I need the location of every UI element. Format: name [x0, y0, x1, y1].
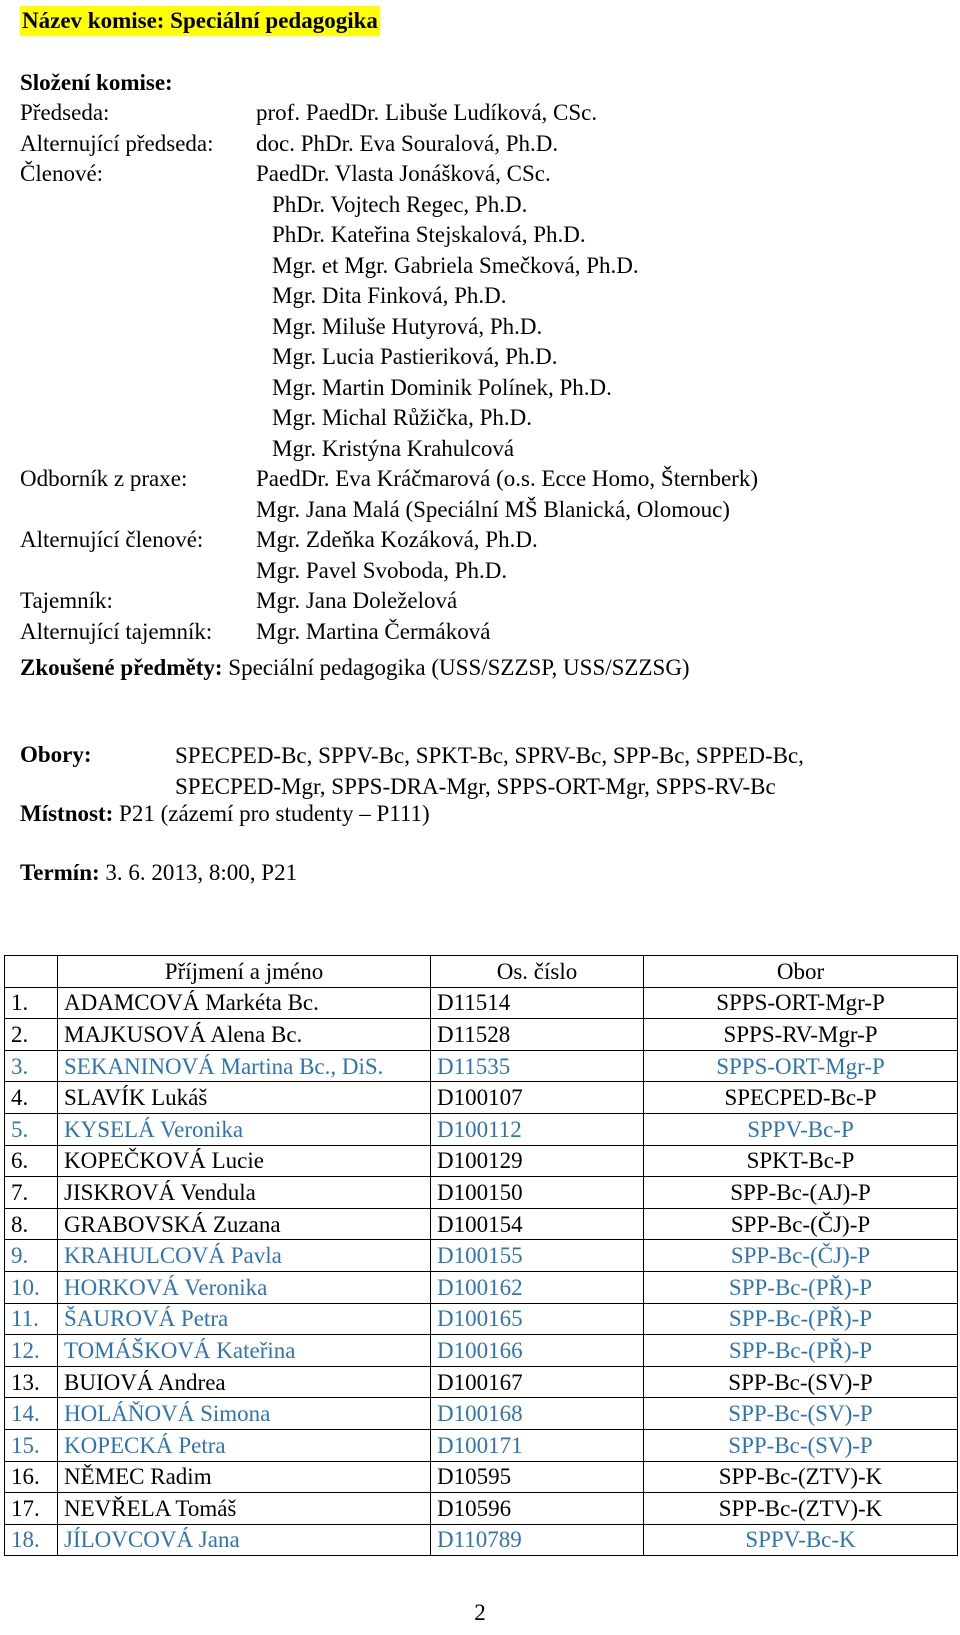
student-id: D100129 [431, 1145, 644, 1177]
student-id: D10595 [431, 1461, 644, 1493]
table-row [5, 1398, 958, 1430]
member-name: PaedDr. Vlasta Jonášková, CSc. [256, 161, 551, 186]
fields-line-1: SPECPED-Bc, SPPV-Bc, SPKT-Bc, SPRV-Bc, SPP-Bc, SPPED-Bc, [175, 743, 804, 768]
table-row [5, 987, 958, 1019]
row-number: 6. [5, 1145, 58, 1177]
student-id: D100112 [431, 1113, 644, 1145]
student-name: ADAMCOVÁ Markéta Bc. [58, 987, 431, 1019]
student-field: SPP-Bc-(PŘ)-P [644, 1271, 958, 1303]
composition-title: Složení komise: [20, 70, 173, 95]
row-number: 15. [5, 1429, 58, 1461]
fields-line-2: SPECPED-Mgr, SPPS-DRA-Mgr, SPPS-ORT-Mgr, SPPS-RV-Bc [175, 774, 776, 799]
table-row [5, 1271, 958, 1303]
member-name: Mgr. Miluše Hutyrová, Ph.D. [272, 313, 543, 339]
member-name: Mgr. Pavel Svoboda, Ph.D. [256, 557, 508, 583]
row-number: 8. [5, 1208, 58, 1240]
member-name: Mgr. Martina Čermáková [256, 618, 491, 644]
member-role: Členové: [20, 161, 104, 186]
subjects-label: Zkoušené předměty: [20, 655, 223, 680]
member-role [20, 312, 256, 343]
room-line [20, 799, 430, 829]
student-id: D100154 [431, 1208, 644, 1240]
student-field: SPP-Bc-(ČJ)-P [644, 1240, 958, 1272]
student-field: SPKT-Bc-P [644, 1145, 958, 1177]
member-role: Alternující členové: [20, 527, 204, 552]
table-row [5, 1145, 958, 1177]
member-name: Mgr. Kristýna Krahulcová [272, 435, 515, 461]
student-name: SLAVÍK Lukáš [58, 1082, 431, 1114]
member-row [20, 495, 758, 526]
row-number: 18. [5, 1524, 58, 1556]
member-role: Alternující předseda: [20, 130, 214, 156]
students-table-body [5, 987, 958, 1556]
student-field: SPP-Bc-(SV)-P [644, 1366, 958, 1398]
member-name: Mgr. Lucia Pastieriková, Ph.D. [272, 344, 558, 369]
student-name: NĚMEC Radim [58, 1461, 431, 1493]
table-row [5, 1493, 958, 1525]
student-id: D110789 [431, 1524, 644, 1556]
subjects-value: Speciální pedagogika (USS/SZZSP, USS/SZZSG) [228, 655, 690, 680]
member-row [20, 251, 758, 282]
member-role: Předseda: [20, 100, 110, 125]
member-role [20, 495, 256, 526]
fields-list [175, 740, 804, 802]
member-name: Mgr. Jana Malá (Speciální MŠ Blanická, Olomouc) [256, 496, 730, 522]
student-field: SPP-Bc-(PŘ)-P [644, 1335, 958, 1367]
student-field: SPP-Bc-(ZTV)-K [644, 1461, 958, 1493]
member-row [20, 434, 758, 465]
row-number: 5. [5, 1113, 58, 1145]
member-name: PhDr. Kateřina Stejskalová, Ph.D. [272, 222, 586, 247]
row-number: 9. [5, 1240, 58, 1272]
header-name: Příjmení a jméno [58, 956, 431, 988]
date-label: Termín: [20, 860, 100, 885]
table-row [5, 1113, 958, 1145]
student-id: D100107 [431, 1082, 644, 1114]
row-number: 1. [5, 987, 58, 1019]
student-id: D100150 [431, 1177, 644, 1209]
member-row [20, 159, 758, 190]
student-field: SPPV-Bc-P [644, 1113, 958, 1145]
member-role [20, 281, 256, 312]
member-row [20, 220, 758, 251]
member-role: Odborník z praxe: [20, 466, 188, 491]
member-role [20, 220, 256, 251]
member-row [20, 312, 758, 343]
student-id: D11535 [431, 1050, 644, 1082]
member-role [20, 190, 256, 221]
student-id: D100162 [431, 1271, 644, 1303]
student-id: D10596 [431, 1493, 644, 1525]
student-id: D100155 [431, 1240, 644, 1272]
member-row [20, 403, 758, 434]
header-number [5, 956, 58, 988]
member-role [20, 373, 256, 404]
student-field: SPPS-ORT-Mgr-P [644, 1050, 958, 1082]
member-row [20, 464, 758, 495]
member-name: doc. PhDr. Eva Souralová, Ph.D. [256, 130, 559, 156]
student-name: NEVŘELA Tomáš [58, 1493, 431, 1525]
table-row [5, 1303, 958, 1335]
row-number: 2. [5, 1019, 58, 1051]
table-row [5, 1177, 958, 1209]
student-name: ŠAUROVÁ Petra [58, 1303, 431, 1335]
row-number: 10. [5, 1271, 58, 1303]
student-id: D100171 [431, 1429, 644, 1461]
table-row [5, 1335, 958, 1367]
student-field: SPECPED-Bc-P [644, 1082, 958, 1114]
student-name: JÍLOVCOVÁ Jana [58, 1524, 431, 1556]
member-name: PhDr. Vojtech Regec, Ph.D. [272, 191, 528, 217]
fields-label: Obory: [20, 742, 92, 767]
table-row [5, 1240, 958, 1272]
student-field: SPPV-Bc-K [644, 1524, 958, 1556]
member-row [20, 342, 758, 373]
table-row [5, 1429, 958, 1461]
row-number: 16. [5, 1461, 58, 1493]
student-name: KOPEČKOVÁ Lucie [58, 1145, 431, 1177]
date-line [20, 858, 297, 888]
student-name: BUIOVÁ Andrea [58, 1366, 431, 1398]
members-list [20, 98, 758, 647]
header-field: Obor [644, 956, 958, 988]
member-name: PaedDr. Eva Kráčmarová (o.s. Ecce Homo, Šternberk) [256, 466, 758, 491]
row-number: 11. [5, 1303, 58, 1335]
member-role [20, 434, 256, 465]
table-row [5, 1050, 958, 1082]
students-table [4, 955, 958, 1556]
table-row [5, 1461, 958, 1493]
table-row [5, 1082, 958, 1114]
student-name: GRABOVSKÁ Zuzana [58, 1208, 431, 1240]
student-name: HORKOVÁ Veronika [58, 1271, 431, 1303]
student-name: TOMÁŠKOVÁ Kateřina [58, 1335, 431, 1367]
student-field: SPPS-ORT-Mgr-P [644, 987, 958, 1019]
member-role: Alternující tajemník: [20, 618, 213, 644]
member-name: prof. PaedDr. Libuše Ludíková, CSc. [256, 100, 598, 125]
student-id: D100168 [431, 1398, 644, 1430]
member-role [20, 251, 256, 282]
table-row [5, 1524, 958, 1556]
row-number: 7. [5, 1177, 58, 1209]
student-field: SPP-Bc-(AJ)-P [644, 1177, 958, 1209]
student-field: SPP-Bc-(SV)-P [644, 1398, 958, 1430]
table-row [5, 1208, 958, 1240]
student-name: SEKANINOVÁ Martina Bc., DiS. [58, 1050, 431, 1082]
student-field: SPPS-RV-Mgr-P [644, 1019, 958, 1051]
member-row [20, 617, 758, 648]
student-id: D100167 [431, 1366, 644, 1398]
member-name: Mgr. Michal Růžička, Ph.D. [272, 405, 532, 430]
student-name: KYSELÁ Veronika [58, 1113, 431, 1145]
member-role [20, 403, 256, 434]
member-row [20, 129, 758, 160]
table-row [5, 1366, 958, 1398]
student-name: MAJKUSOVÁ Alena Bc. [58, 1019, 431, 1051]
student-id: D100165 [431, 1303, 644, 1335]
student-field: SPP-Bc-(PŘ)-P [644, 1303, 958, 1335]
member-row [20, 373, 758, 404]
member-row [20, 281, 758, 312]
member-role [20, 556, 256, 587]
student-id: D11514 [431, 987, 644, 1019]
fields-block [20, 740, 804, 802]
table-row [5, 1019, 958, 1051]
page-number: 2 [474, 1600, 486, 1625]
member-role [20, 342, 256, 373]
committee-heading: Název komise: Speciální pedagogika [20, 6, 380, 36]
student-field: SPP-Bc-(SV)-P [644, 1429, 958, 1461]
student-name: JISKROVÁ Vendula [58, 1177, 431, 1209]
member-row [20, 525, 758, 556]
date-value: 3. 6. 2013, 8:00, P21 [105, 860, 298, 885]
row-number: 3. [5, 1050, 58, 1082]
table-header-row [5, 956, 958, 988]
room-value: P21 (zázemí pro studenty – P111) [119, 801, 430, 826]
student-field: SPP-Bc-(ZTV)-K [644, 1493, 958, 1525]
student-name: HOLÁŇOVÁ Simona [58, 1398, 431, 1430]
student-id: D100166 [431, 1335, 644, 1367]
member-row [20, 190, 758, 221]
member-row [20, 586, 758, 617]
row-number: 17. [5, 1493, 58, 1525]
room-label: Místnost: [20, 801, 114, 826]
member-row [20, 98, 758, 129]
member-role: Tajemník: [20, 588, 113, 613]
row-number: 12. [5, 1335, 58, 1367]
member-name: Mgr. Martin Dominik Polínek, Ph.D. [272, 374, 612, 400]
student-field: SPP-Bc-(ČJ)-P [644, 1208, 958, 1240]
row-number: 13. [5, 1366, 58, 1398]
member-name: Mgr. Zdeňka Kozáková, Ph.D. [256, 527, 538, 552]
row-number: 14. [5, 1398, 58, 1430]
header-id: Os. číslo [431, 956, 644, 988]
student-id: D11528 [431, 1019, 644, 1051]
student-name: KRAHULCOVÁ Pavla [58, 1240, 431, 1272]
member-name: Mgr. et Mgr. Gabriela Smečková, Ph.D. [272, 252, 639, 278]
member-name: Mgr. Dita Finková, Ph.D. [272, 283, 507, 308]
member-row [20, 556, 758, 587]
subjects-line [20, 653, 690, 683]
member-name: Mgr. Jana Doleželová [256, 588, 458, 613]
row-number: 4. [5, 1082, 58, 1114]
student-name: KOPECKÁ Petra [58, 1429, 431, 1461]
